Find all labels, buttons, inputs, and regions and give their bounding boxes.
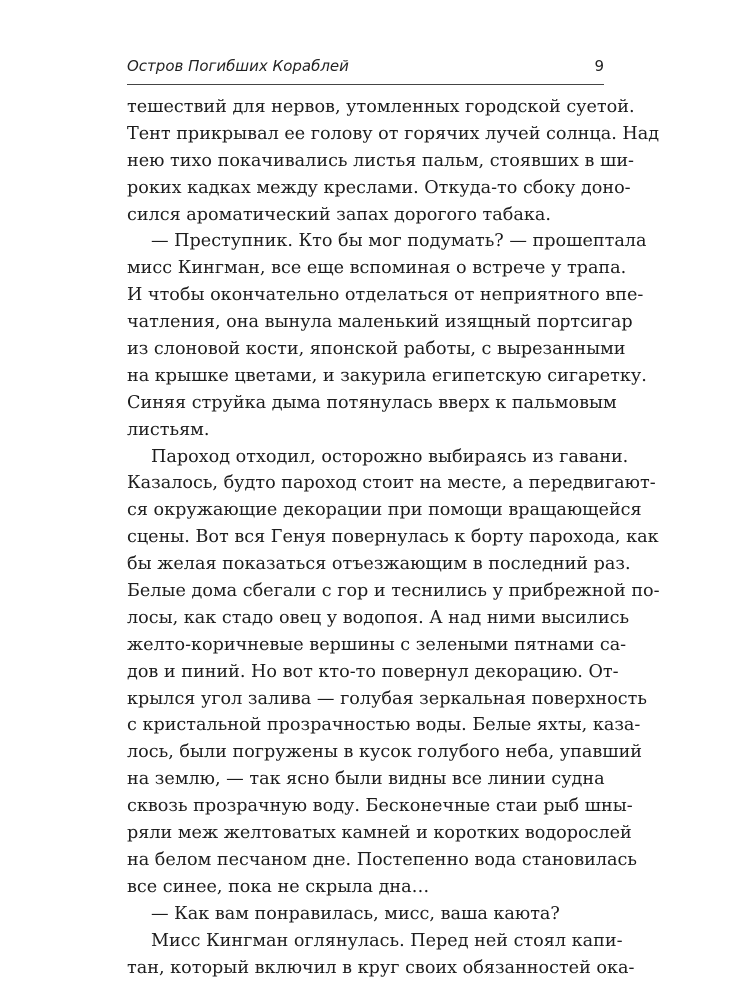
- text-line: ся окружающие декорации при помощи вращающейся: [127, 500, 642, 521]
- text-line: листьям.: [127, 419, 210, 440]
- book-title: Остров Погибших Кораблей: [127, 57, 349, 75]
- text-line: Казалось, будто пароход стоит на месте, а передвигают-: [127, 473, 656, 494]
- text-line: Тент прикрывал ее голову от горячих лучей солнца. Над: [127, 123, 660, 144]
- text-line: нею тихо покачивались листья пальм, стоявших в ши-: [127, 150, 635, 171]
- text-line: сился ароматический запах дорогого табака.: [127, 204, 551, 225]
- text-line: Пароход отходил, осторожно выбираясь из гавани.: [151, 446, 629, 467]
- text-line: с кристальной прозрачностью воды. Белые яхты, каза-: [127, 715, 641, 736]
- text-line: на крышке цветами, и закурила египетскую сигаретку.: [127, 365, 647, 386]
- text-line: тешествий для нервов, утомленных городской суетой.: [127, 97, 635, 117]
- text-line: на землю, — так ясно были видны все линии судна: [127, 769, 605, 790]
- page-number: 9: [594, 57, 604, 75]
- text-line: лосы, как стадо овец у водопоя. А над ними высились: [127, 607, 630, 628]
- text-line: крылся угол залива — голубая зеркальная поверхность: [127, 688, 647, 709]
- text-line: ряли меж желтоватых камней и коротких водорослей: [127, 823, 632, 844]
- text-line: из слоновой кости, японской работы, с вырезанными: [127, 339, 626, 360]
- text-line: тан, который включил в круг своих обязанностей ока-: [127, 957, 635, 978]
- text-line: желто-коричневые вершины с зелеными пятнами са-: [127, 634, 627, 655]
- body-text: [127, 94, 660, 981]
- text-line: сквозь прозрачную воду. Бесконечные стаи рыб шны-: [127, 796, 633, 817]
- text-line: роких кадках между креслами. Откуда-то сбоку доно-: [127, 177, 631, 198]
- text-line: чатления, она вынула маленький изящный портсигар: [127, 312, 633, 333]
- text-line: сцены. Вот вся Генуя повернулась к борту парохода, как: [127, 527, 659, 548]
- text-line: Синяя струйка дыма потянулась вверх к пальмовым: [127, 392, 617, 413]
- text-line: И чтобы окончательно отделаться от неприятного впе-: [127, 285, 644, 306]
- text-line: Мисс Кингман оглянулась. Перед ней стоял капи-: [151, 930, 623, 951]
- text-line: Белые дома сбегали с гор и теснились у прибрежной по-: [127, 581, 660, 602]
- text-line: лось, были погружены в кусок голубого неба, упавший: [127, 742, 643, 763]
- text-line: на белом песчаном дне. Постепенно вода становилась: [127, 849, 637, 870]
- text-line: мисс Кингман, все еще вспоминая о встрече у трапа.: [127, 258, 627, 279]
- text-line: — Преступник. Кто бы мог подумать? — прошептала: [151, 231, 647, 252]
- text-line: дов и пиний. Но вот кто-то повернул декорацию. От-: [127, 661, 619, 682]
- header-rule: [127, 84, 604, 85]
- text-line: — Как вам понравилась, мисс, ваша каюта?: [151, 903, 560, 924]
- running-head: [127, 51, 604, 79]
- text-line: все синее, пока не скрыла дна…: [127, 876, 430, 897]
- text-line: бы желая показаться отъезжающим в последний раз.: [127, 554, 631, 575]
